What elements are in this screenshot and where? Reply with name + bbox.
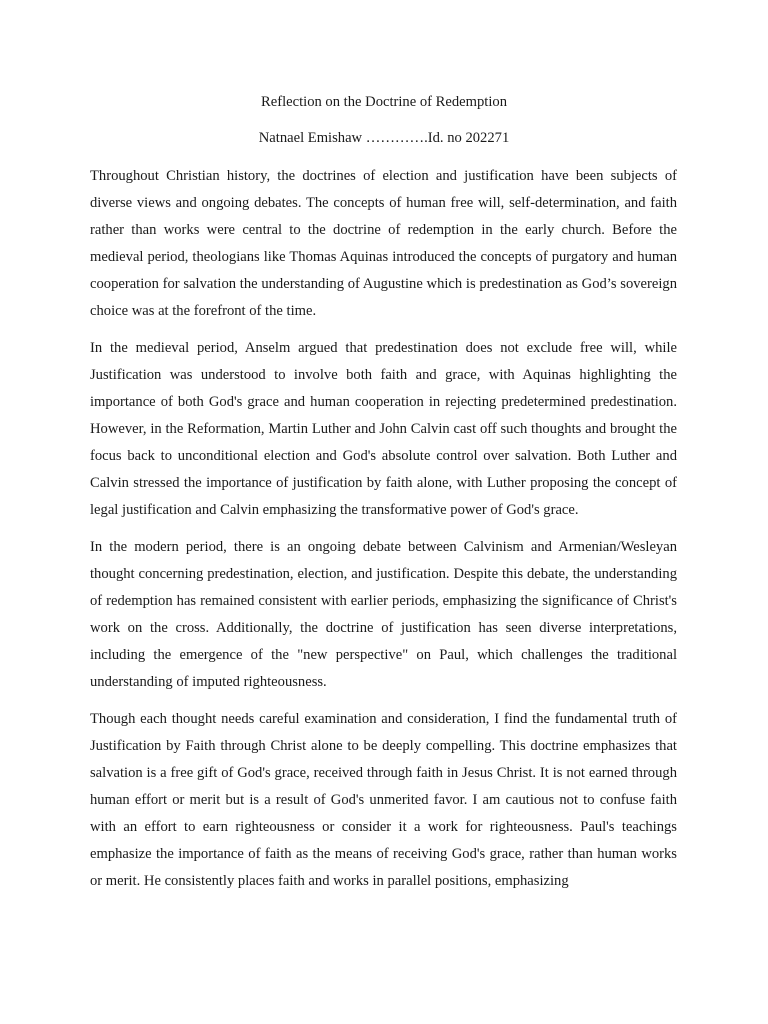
paragraph-3: In the modern period, there is an ongoing debate between Calvinism and Armenian/Wesleyan thought concerning predestination, election, and justification. Despite this debate, the understanding of redemption has remained consistent with earlier periods, emphasizing the significance of Christ's work on the cross. Additionally, the doctrine of justification has seen diverse interpretations, including the emergence of the "new perspective" on Paul, which challenges the traditional understanding of imputed righteousness. [90, 539, 677, 690]
paragraph-2: In the medieval period, Anselm argued that predestination does not exclude free will, while Justification was understood to involve both faith and grace, with Aquinas highlighting the importance of both God's grace and human cooperation in rejecting predetermined predestination. However, in the Reformation, Martin Luther and John Calvin cast off such thoughts and brought the focus back to unconditional election and God's absolute control over salvation. Both Luther and Calvin stressed the importance of justification by faith alone, with Luther proposing the concept of legal justification and Calvin emphasizing the transformative power of God's grace. [90, 340, 677, 518]
paragraph-1: Throughout Christian history, the doctrines of election and justification have been subjects of diverse views and ongoing debates. The concepts of human free will, self-determination, and faith rather than works were central to the doctrine of redemption in the early church. Before the medieval period, theologians like Thomas Aquinas introduced the concepts of purgatory and human cooperation for salvation the understanding of Augustine which is predestination as God’s sovereign choice was at the forefront of the time. [90, 168, 677, 319]
author-line: Natnael Emishaw ………….Id. no 202271 [258, 130, 510, 146]
document-body [90, 163, 677, 905]
paragraph-4: Though each thought needs careful examination and consideration, I find the fundamental truth of Justification by Faith through Christ alone to be deeply compelling. This doctrine emphasizes that salvation is a free gift of God's grace, received through faith in Jesus Christ. It is not earned through human effort or merit but is a result of God's unmerited favor. I am cautious not to confuse faith with an effort to earn righteousness or consider it a work for righteousness. Paul's teachings emphasize the importance of faith as the means of receiving God's grace, rather than human works or merit. He consistently places faith and works in parallel positions, emphasizing [90, 711, 677, 889]
document-title: Reflection on the Doctrine of Redemption [261, 94, 507, 110]
